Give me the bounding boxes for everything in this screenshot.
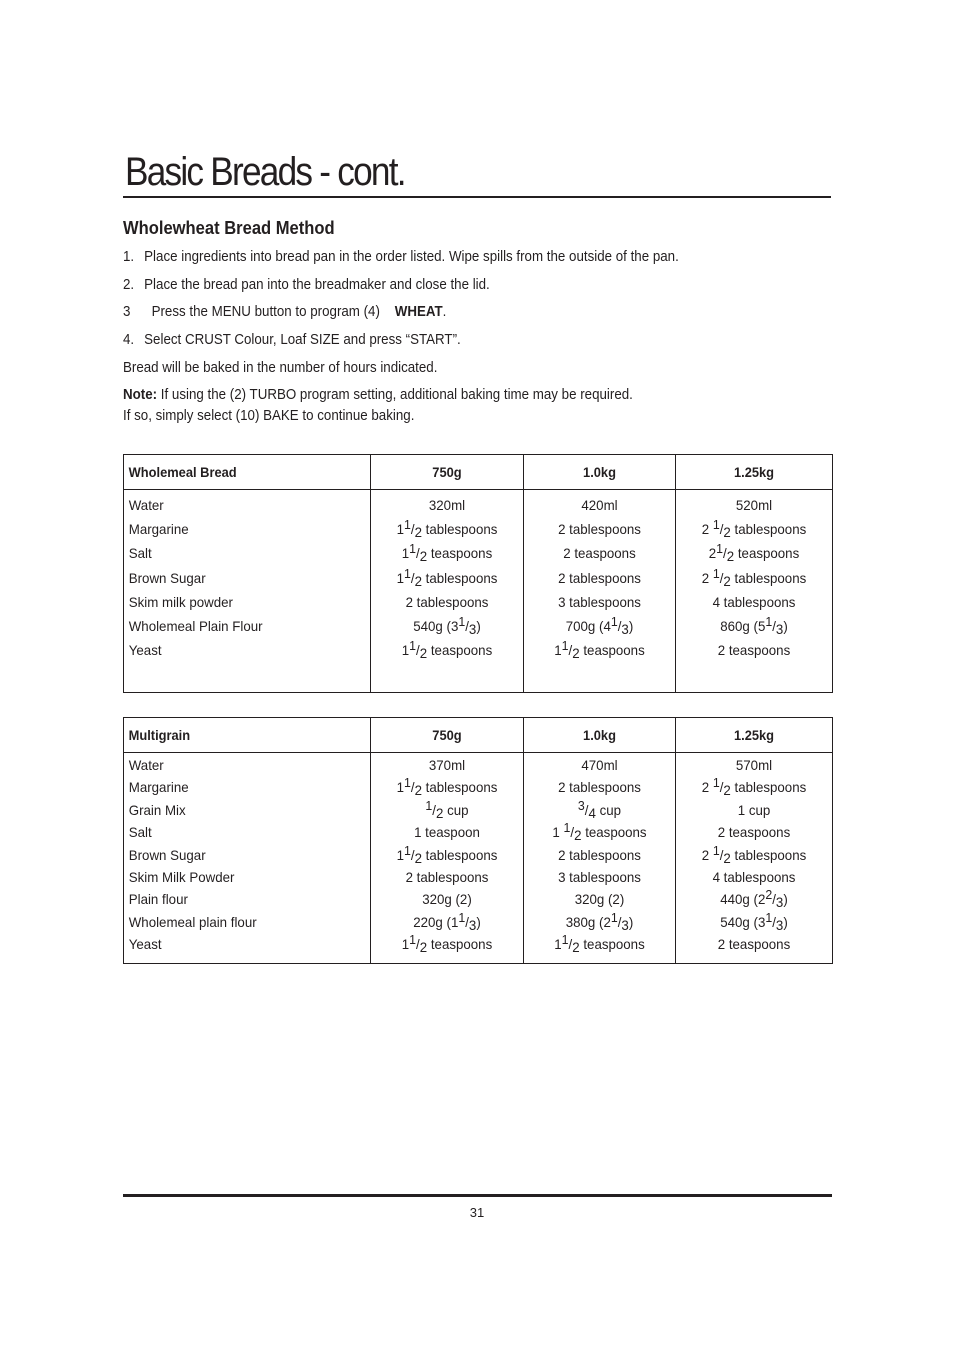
quantity-cell: $2^1/_2$ teaspoons bbox=[676, 541, 833, 565]
quantity-cell: 2 $^1/_2$ tablespoons bbox=[676, 566, 833, 590]
quantity-cell: $1^1/_2$ tablespoons bbox=[371, 776, 524, 798]
quantity-cell: $^3/_4$ cup bbox=[524, 799, 676, 821]
page-title: Basic Breads - cont. bbox=[125, 150, 405, 194]
quantity-cell: 540g $(3^1/_3)$ bbox=[371, 614, 524, 638]
note-label: Note: bbox=[123, 387, 158, 403]
quantity-cell: 3 tablespoons bbox=[524, 590, 676, 614]
quantity-cell: 320g (2) bbox=[371, 888, 524, 910]
table-row bbox=[124, 753, 833, 777]
table-header: Multigrain bbox=[124, 718, 371, 753]
quantity-cell: 2 $^1/_2$ tablespoons bbox=[676, 776, 833, 798]
table-row bbox=[124, 566, 833, 590]
multigrain-table bbox=[123, 717, 833, 964]
quantity-cell: $1^1/_2$ teaspoons bbox=[371, 638, 524, 693]
quantity-cell: 2 teaspoons bbox=[676, 638, 833, 693]
note-continued: If so, simply select (10) BAKE to continue baking. bbox=[123, 408, 415, 424]
wholemeal-bread-table bbox=[123, 454, 833, 693]
quantity-cell: 700g $(4^1/_3)$ bbox=[524, 614, 676, 638]
quantity-cell: 470ml bbox=[524, 753, 676, 777]
table-header: 1.0kg bbox=[524, 455, 676, 490]
title-rule bbox=[123, 196, 831, 198]
quantity-cell: $1^1/_2$ teaspoons bbox=[371, 933, 524, 963]
baking-info: Bread will be baked in the number of hours indicated. bbox=[123, 360, 438, 376]
table-row bbox=[124, 614, 833, 638]
ingredient-cell: Salt bbox=[124, 821, 371, 843]
table-header: 750g bbox=[371, 718, 524, 753]
quantity-cell: $1^1/_2$ tablespoons bbox=[371, 566, 524, 590]
ingredient-cell: Brown Sugar bbox=[124, 844, 371, 866]
quantity-cell: 320ml bbox=[371, 490, 524, 518]
quantity-cell: 4 tablespoons bbox=[676, 590, 833, 614]
table-row bbox=[124, 638, 833, 693]
quantity-cell: 2 teaspoons bbox=[524, 541, 676, 565]
quantity-cell: $1^1/_2$ tablespoons bbox=[371, 844, 524, 866]
table-row bbox=[124, 821, 833, 843]
table-row bbox=[124, 490, 833, 518]
method-heading: Wholewheat Bread Method bbox=[123, 218, 335, 238]
ingredient-cell: Plain flour bbox=[124, 888, 371, 910]
quantity-cell: $^1/_2$ cup bbox=[371, 799, 524, 821]
ingredient-cell: Yeast bbox=[124, 638, 371, 693]
ingredient-cell: Margarine bbox=[124, 517, 371, 541]
quantity-cell: 2 tablespoons bbox=[371, 590, 524, 614]
footer-rule bbox=[123, 1194, 832, 1197]
ingredient-cell: Skim milk powder bbox=[124, 590, 371, 614]
table-row bbox=[124, 911, 833, 933]
table-row bbox=[124, 888, 833, 910]
ingredient-cell: Skim Milk Powder bbox=[124, 866, 371, 888]
note: Note: If using the (2) TURBO program setting, additional baking time may be required. bbox=[123, 387, 633, 403]
quantity-cell: 1 cup bbox=[676, 799, 833, 821]
quantity-cell: 2 tablespoons bbox=[524, 566, 676, 590]
quantity-cell: 370ml bbox=[371, 753, 524, 777]
quantity-cell: 2 $^1/_2$ tablespoons bbox=[676, 517, 833, 541]
quantity-cell: 380g $(2^1/_3)$ bbox=[524, 911, 676, 933]
ingredient-cell: Wholemeal Plain Flour bbox=[124, 614, 371, 638]
quantity-cell: 4 tablespoons bbox=[676, 866, 833, 888]
table-row bbox=[124, 799, 833, 821]
table-header: 1.25kg bbox=[676, 718, 833, 753]
method-step-4: 4. Select CRUST Colour, Loaf SIZE and press “START”. bbox=[123, 332, 461, 348]
quantity-cell: 2 teaspoons bbox=[676, 933, 833, 963]
table-row bbox=[124, 844, 833, 866]
table-row bbox=[124, 590, 833, 614]
table-header: 1.0kg bbox=[524, 718, 676, 753]
quantity-cell: 570ml bbox=[676, 753, 833, 777]
quantity-cell: 2 $^1/_2$ tablespoons bbox=[676, 844, 833, 866]
table-row bbox=[124, 541, 833, 565]
table-row bbox=[124, 776, 833, 798]
quantity-cell: 2 teaspoons bbox=[676, 821, 833, 843]
ingredient-cell: Salt bbox=[124, 541, 371, 565]
quantity-cell: 440g $(2^2/_3)$ bbox=[676, 888, 833, 910]
quantity-cell: $1^1/_2$ tablespoons bbox=[371, 517, 524, 541]
quantity-cell: $1^1/_2$ teaspoons bbox=[524, 638, 676, 693]
quantity-cell: 1 teaspoon bbox=[371, 821, 524, 843]
ingredient-cell: Wholemeal plain flour bbox=[124, 911, 371, 933]
table-header: 1.25kg bbox=[676, 455, 833, 490]
quantity-cell: 2 tablespoons bbox=[371, 866, 524, 888]
quantity-cell: 3 tablespoons bbox=[524, 866, 676, 888]
quantity-cell: 1 $^1/_2$ teaspoons bbox=[524, 821, 676, 843]
table-row bbox=[124, 933, 833, 963]
quantity-cell: $1^1/_2$ teaspoons bbox=[524, 933, 676, 963]
quantity-cell: 2 tablespoons bbox=[524, 844, 676, 866]
ingredient-cell: Yeast bbox=[124, 933, 371, 963]
table-header: Wholemeal Bread bbox=[124, 455, 371, 490]
ingredient-cell: Water bbox=[124, 753, 371, 777]
quantity-cell: $1^1/_2$ teaspoons bbox=[371, 541, 524, 565]
page-number: 31 bbox=[469, 1205, 485, 1220]
program-name: WHEAT bbox=[394, 304, 443, 320]
quantity-cell: 860g $(5^1/_3)$ bbox=[676, 614, 833, 638]
ingredient-cell: Water bbox=[124, 490, 371, 518]
method-step-2: 2. Place the bread pan into the breadmaker and close the lid. bbox=[123, 277, 490, 293]
quantity-cell: 320g (2) bbox=[524, 888, 676, 910]
table-header: 750g bbox=[371, 455, 524, 490]
table-row bbox=[124, 517, 833, 541]
quantity-cell: 420ml bbox=[524, 490, 676, 518]
table-row bbox=[124, 866, 833, 888]
quantity-cell: 520ml bbox=[676, 490, 833, 518]
ingredient-cell: Brown Sugar bbox=[124, 566, 371, 590]
quantity-cell: 540g $(3^1/_3)$ bbox=[676, 911, 833, 933]
quantity-cell: 2 tablespoons bbox=[524, 776, 676, 798]
method-step-1: 1. Place ingredients into bread pan in the order listed. Wipe spills from the outside of the pan. bbox=[123, 249, 679, 265]
quantity-cell: 2 tablespoons bbox=[524, 517, 676, 541]
ingredient-cell: Grain Mix bbox=[124, 799, 371, 821]
method-step-3: 3 Press the MENU button to program (4) WHEAT. bbox=[123, 304, 447, 320]
ingredient-cell: Margarine bbox=[124, 776, 371, 798]
quantity-cell: 220g $(1^1/_3)$ bbox=[371, 911, 524, 933]
